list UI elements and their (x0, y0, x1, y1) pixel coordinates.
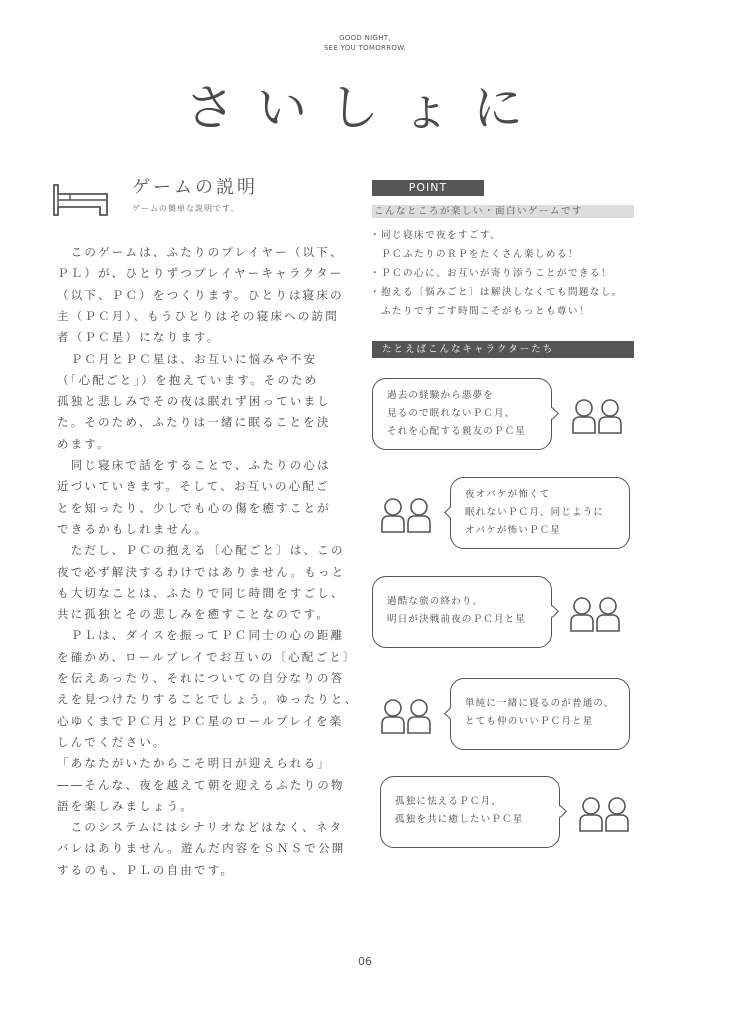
body-line: ――そんな、夜を越えて朝を迎えるふたりの物 (57, 777, 345, 792)
body-line: しんでください。 (57, 734, 167, 749)
examples-label: たとえばこんなキャラクターたち (372, 341, 634, 358)
section-title: ゲームの説明 (132, 177, 258, 198)
body-line: できるかもしれません。 (57, 521, 209, 536)
body-line: 同じ寝床で話をすることで、ふたりの心は (57, 458, 331, 472)
body-line: めます。 (57, 436, 111, 451)
two-people-icon (569, 597, 621, 633)
body-line: このゲームは、ふたりのプレイヤー（以下、 (57, 245, 344, 259)
body-line: バレはありません。遊んだ内容をＳＮＳで公開 (57, 841, 346, 856)
body-line: 者（ＰＣ星）になります。 (57, 330, 221, 345)
point-label: POINT (372, 180, 484, 196)
two-people-icon (380, 699, 432, 735)
two-people-icon (380, 498, 432, 534)
body-line: ＰＬは、ダイスを振ってＰＣ同士の心の距離 (57, 628, 345, 643)
body-line: このシステムにはシナリオなどはなく、ネタ (57, 820, 344, 835)
body-line: 孤独と悲しみでその夜は眠れず困っていまし (57, 394, 331, 409)
example-bubble: 過酷な旅の終わり、 明日が決戦前夜のＰＣ月と星 (372, 576, 552, 648)
bullet-item: ふたりですごす時間こそがもっとも尊い！ (370, 306, 590, 317)
bullet-item: ＰＣふたりのＲＰをたくさん楽しめる！ (370, 249, 579, 260)
two-people-icon (571, 399, 623, 435)
example-bubble: 夜オバケが怖くて 眠れないＰＣ月、同じように オバケが怖いＰＣ星 (450, 477, 630, 549)
body-line: 夜で必ず解決するわけではありません。もっと (57, 564, 346, 579)
page-number: 06 (358, 955, 372, 968)
body-line: えを見つけたりすることでしょう。ゆったりと、 (57, 692, 359, 707)
body-line: を確かめ、ロールプレイでお互いの〔心配ごと〕 (57, 649, 357, 664)
body-line: 主（ＰＣ月）、もうひとりはその寝床への訪問 (57, 308, 339, 323)
point-subtitle: こんなところが楽しい・面白いゲームです (372, 205, 634, 218)
example-bubble: 孤独に怯えるＰＣ月、 孤独を共に癒したいＰＣ星 (380, 776, 560, 848)
bullet-item: ・同じ寝床で夜をすごす、 (370, 230, 502, 241)
body-line: するのも、ＰＬの自由です。 (57, 862, 235, 877)
body-line: ＰＬ）が、ひとりずつプレイヤーキャラクター (57, 266, 344, 281)
page-title: さいしょに (185, 79, 545, 137)
body-line: た。そのため、ふたりは一緒に眠ることを決 (57, 415, 331, 430)
body-line: 「あなたがいたからこそ明日が迎えられる」 (57, 756, 331, 771)
body-line: も大切なことは、ふたりで同じ時間をすごし、 (57, 585, 345, 600)
body-line: 共に孤独とその悲しみを癒すことなのです。 (57, 607, 331, 622)
example-bubble: 過去の経験から悪夢を 見るので眠れないＰＣ月、 それを心配する親友のＰＣ星 (372, 378, 552, 450)
body-line: 近づいていきます。そして、お互いの心配ご (57, 479, 330, 494)
body-line: ただし、ＰＣの抱える〔心配ごと〕は、この (57, 543, 345, 558)
point-bullets (370, 226, 660, 326)
bullet-item: ・抱える〔悩みごと〕は解決しなくても問題なし。 (370, 287, 623, 298)
two-people-icon (578, 797, 630, 833)
bullet-item: ・ＰＣの心に、お互いが寄り添うことができる！ (370, 268, 612, 279)
header-tagline-2: SEE YOU TOMORROW. (323, 44, 407, 52)
body-line: を伝えあったり、それについての自分なりの答 (57, 671, 345, 685)
header-tagline-1: GOOD NIGHT, (339, 34, 391, 42)
body-line: （以下、ＰＣ）をつくります。ひとりは寝床の (57, 287, 344, 302)
body-line: ＰＣ月とＰＣ星は、お互いに悩みや不安 (57, 351, 318, 366)
body-line: とを知ったり、少しでも心の傷を癒すことが (57, 500, 331, 515)
body-line: （「心配ごと」）を抱えています。そのため (57, 372, 319, 387)
body-text (57, 242, 359, 892)
body-line: 心ゆくまでＰＣ月とＰＣ星のロールプレイを楽 (57, 713, 344, 728)
section-subtitle: ゲームの簡単な説明です。 (132, 204, 240, 213)
bed-icon (52, 183, 112, 217)
body-line: 語を楽しみましょう。 (57, 798, 194, 813)
example-bubble: 単純に一緒に寝るのが普通の、 とても仲のいいＰＣ月と星 (450, 678, 630, 750)
